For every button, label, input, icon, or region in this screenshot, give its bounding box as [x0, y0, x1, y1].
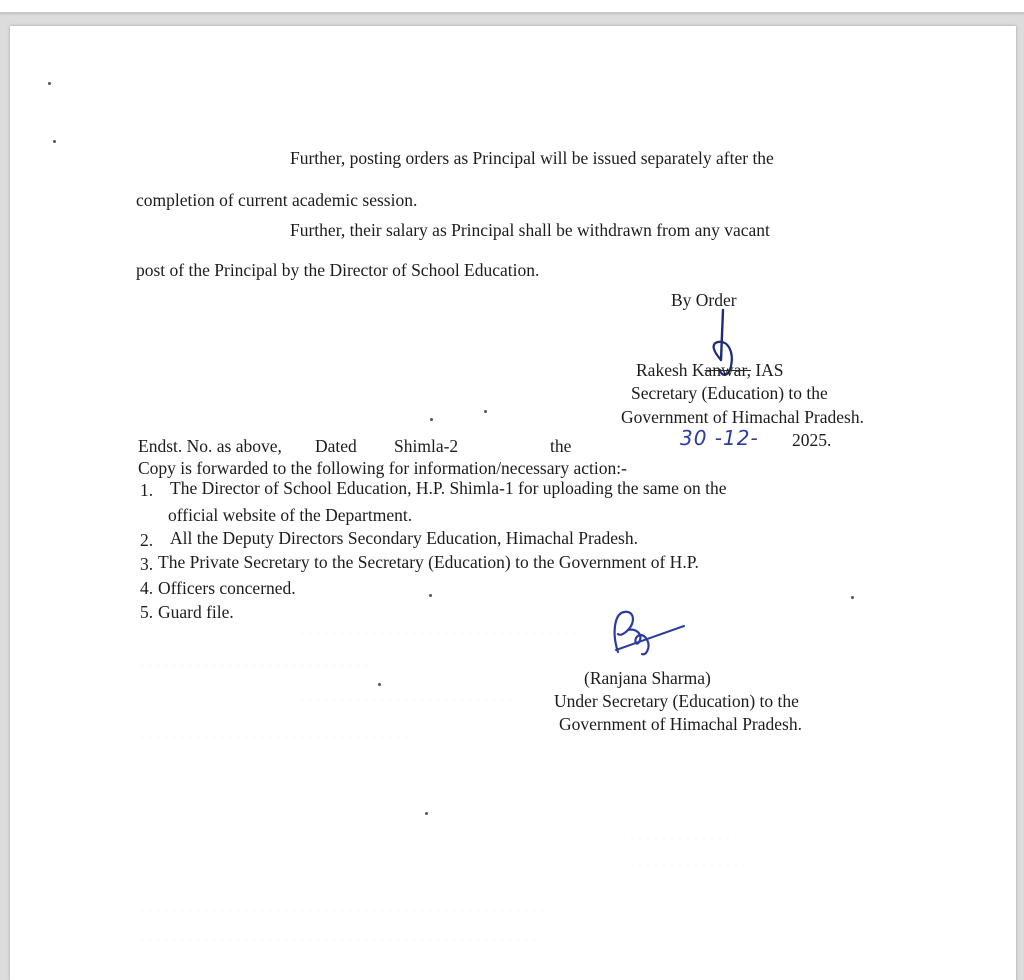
document-page — [10, 26, 1016, 980]
bleed-through-text — [140, 898, 544, 916]
recipient-1-number: 1. — [140, 480, 154, 500]
scan-speck — [484, 410, 487, 413]
endorsement-date-handwritten: 30 -12- — [680, 426, 759, 450]
bleed-through-text — [140, 928, 536, 946]
scan-speck — [430, 418, 433, 421]
endorsement-year: 2025. — [792, 430, 832, 450]
scan-speck — [48, 82, 51, 85]
recipient-2-number: 2. — [140, 530, 154, 550]
under-secretary-name: (Ranjana Sharma) — [584, 668, 711, 688]
scan-speck — [53, 140, 56, 143]
under-secretary-designation-line-1: Under Secretary (Education) to the — [554, 691, 799, 711]
scan-speck — [429, 594, 432, 597]
secretary-name-struck-part: anwar, — [704, 360, 751, 380]
scan-speck — [425, 812, 428, 815]
by-order-label: By Order — [671, 290, 737, 310]
recipient-3-number: 3. — [140, 554, 154, 574]
secretary-name-part1: Rakesh K — [636, 360, 705, 380]
bleed-through-text — [630, 826, 730, 844]
bleed-through-text — [140, 724, 408, 742]
bleed-through-text — [300, 620, 576, 638]
bleed-through-text — [140, 654, 368, 672]
paragraph-2-continuation: post of the Principal by the Director of School Education. — [136, 260, 540, 280]
secretary-name-suffix: IAS — [750, 360, 784, 380]
under-secretary-signature — [606, 604, 696, 664]
scan-speck — [378, 683, 381, 686]
recipient-1-line-1: The Director of School Education, H.P. Shimla-1 for uploading the same on the — [170, 478, 727, 498]
bleed-through-text — [300, 689, 512, 707]
secretary-designation-line-1: Secretary (Education) to the — [631, 383, 828, 403]
endorsement-place: Shimla-2 — [394, 436, 459, 456]
secretary-name — [636, 360, 784, 380]
recipient-2-line-1: All the Deputy Directors Secondary Education, Himachal Pradesh. — [170, 528, 638, 548]
secretary-designation-line-2: Government of Himachal Pradesh. — [621, 407, 864, 427]
endorsement-label: Endst. No. as above, — [138, 436, 282, 456]
recipient-4-number: 4. — [140, 578, 154, 598]
paragraph-1-first-line: Further, posting orders as Principal will be issued separately after the — [290, 148, 774, 168]
scan-speck — [851, 596, 854, 599]
endorsement-the: the — [550, 436, 572, 456]
paragraph-2-first-line: Further, their salary as Principal shall be withdrawn from any vacant — [290, 220, 770, 240]
recipient-5-number: 5. — [140, 602, 154, 622]
copy-forwarded-line: Copy is forwarded to the following for information/necessary action:- — [138, 458, 627, 478]
paragraph-1-continuation: completion of current academic session. — [136, 190, 418, 210]
recipient-1-line-2: official website of the Department. — [168, 505, 413, 525]
recipient-3-line-1: The Private Secretary to the Secretary (Education) to the Government of H.P. — [158, 552, 699, 572]
under-secretary-designation-line-2: Government of Himachal Pradesh. — [559, 714, 802, 734]
endorsement-dated: Dated — [315, 436, 357, 456]
recipient-5-line-1: Guard file. — [158, 602, 234, 622]
recipient-4-line-1: Officers concerned. — [158, 578, 296, 598]
bleed-through-text — [630, 852, 746, 870]
previous-page-edge — [0, 0, 1024, 13]
